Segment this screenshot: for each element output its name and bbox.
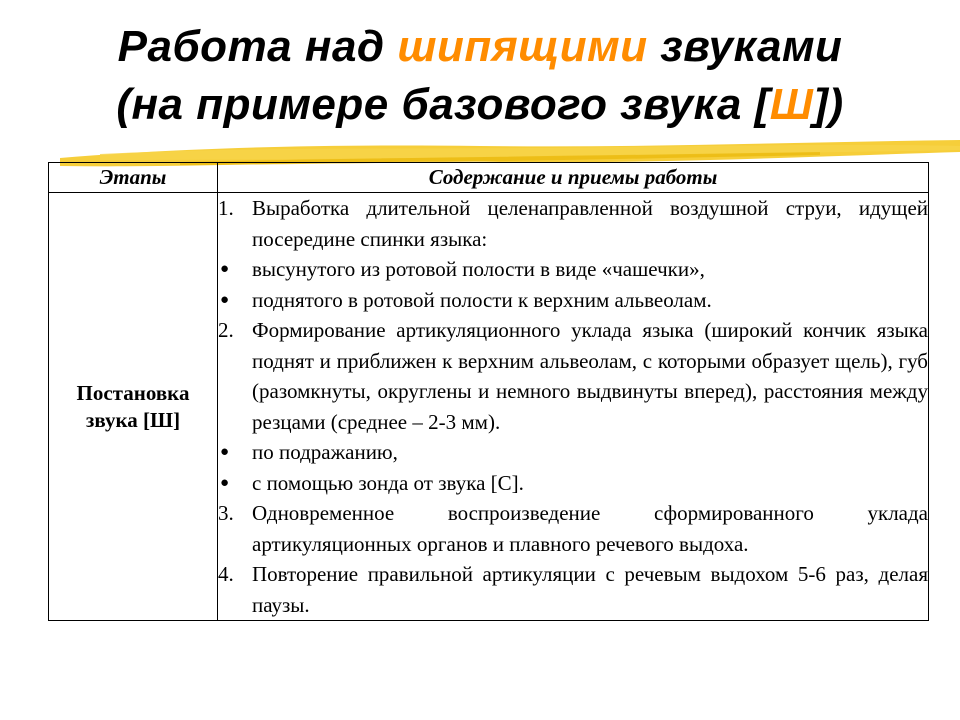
item-marker: 1. [218, 196, 234, 220]
table-row [49, 193, 929, 621]
title-text: ]) [813, 80, 844, 129]
item-marker: 2. [218, 318, 234, 342]
item-text: по подражанию, [252, 440, 398, 464]
header-content: Содержание и приемы работы [218, 163, 929, 193]
item-text: поднятого в ротовой полости к верхним альвеолам. [252, 287, 712, 312]
content-cell [218, 193, 929, 621]
title-accent-word: шипящими [397, 22, 648, 71]
item-marker: 4. [218, 562, 234, 586]
title-text: (на примере базового звука [ [116, 80, 770, 129]
stage-cell: Постановка звука [Ш] [49, 193, 218, 621]
table-header-row [49, 163, 929, 193]
item-text: Одновременное воспроизведение сформированного уклада артикуляционных органов и плавного речевого выдоха. [252, 501, 928, 556]
item-text: Выработка длительной целенаправленной воздушной струи, идущей посередине спинки языка: [252, 196, 928, 251]
list-item [218, 498, 928, 559]
list-item [218, 254, 928, 285]
bullet-icon: ● [220, 444, 230, 460]
item-text: Формирование артикуляционного уклада языка (широкий кончик языка поднят и приближен к верхним альвеолам, с которыми образует щель), губ (разомкнуты, округлены и немного выдвинуты вперед), расстояния между резцами (среднее – 2-3 мм). [252, 318, 928, 434]
slide-title [0, 18, 960, 134]
list-item [218, 315, 928, 437]
list-item [218, 193, 928, 254]
item-text: Повторение правильной артикуляции с речевым выдохом 5-6 раз, делая паузы. [252, 562, 928, 617]
bullet-icon: ● [220, 261, 230, 277]
item-text: высунутого из ротовой полости в виде «чашечки», [252, 257, 705, 281]
item-marker: 3. [218, 501, 234, 525]
list-item [218, 437, 928, 468]
bullet-icon: ● [220, 291, 230, 308]
work-stages-table [48, 162, 929, 621]
title-text: Работа над [117, 22, 398, 71]
title-accent-letter: Ш [769, 80, 814, 129]
item-text: с помощью зонда от звука [С]. [252, 470, 524, 495]
header-stages: Этапы [49, 163, 218, 193]
bullet-icon: ● [220, 474, 230, 491]
list-item [218, 285, 928, 316]
list-item [218, 559, 928, 620]
list-item [218, 468, 928, 499]
title-text: звуками [647, 22, 843, 71]
title-line-1 [118, 22, 843, 71]
title-line-2 [116, 80, 843, 129]
